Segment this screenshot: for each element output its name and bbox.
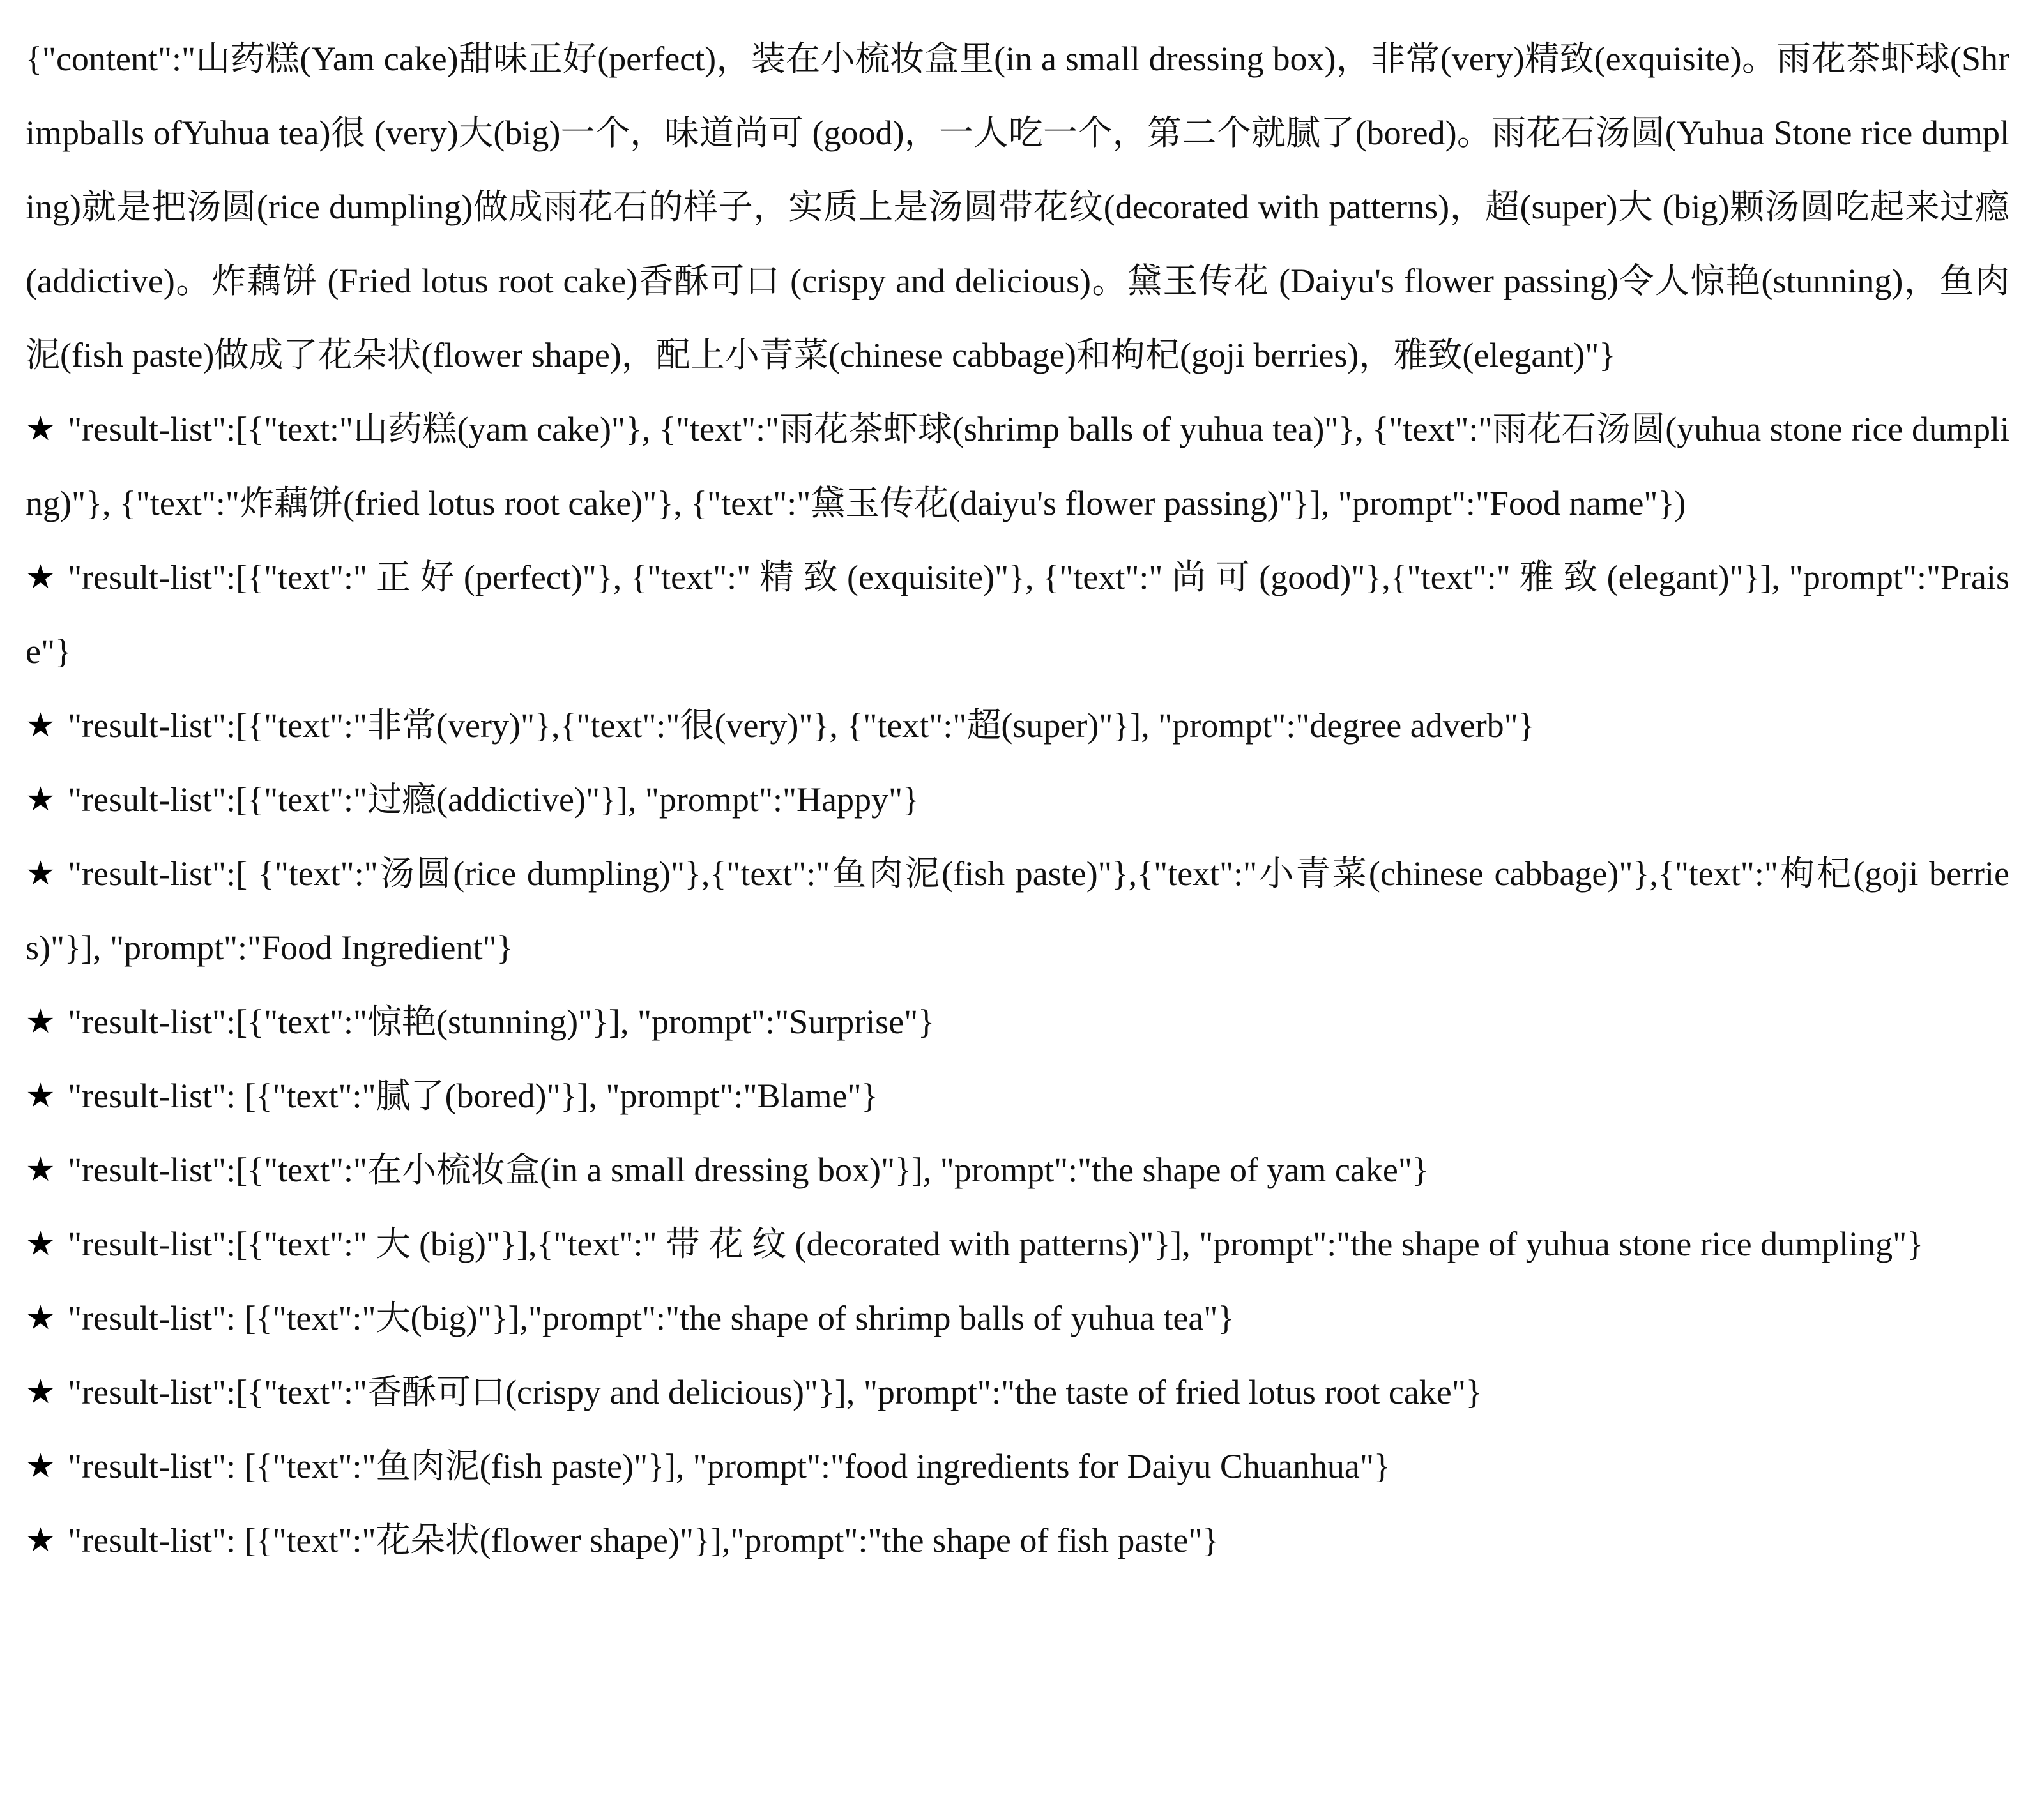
star-icon: ★ <box>26 1003 56 1041</box>
result-list-entry <box>26 837 2009 985</box>
result-list-text: "result-list":[{"text":" 大 (big)"}],{"text":" 带 花 纹 (decorated with patterns)"}], "prompt":"the shape of yuhua stone rice dumpling"} <box>68 1225 1924 1263</box>
result-list-entry <box>26 688 2009 762</box>
result-list-entry <box>26 1503 2009 1577</box>
result-list-entry <box>26 1059 2009 1133</box>
star-icon: ★ <box>26 1521 56 1559</box>
result-list-entry <box>26 540 2009 688</box>
result-list-text: "result-list":[ {"text":"汤圆(rice dumpling)"},{"text":"鱼肉泥(fish paste)"},{"text":"小青菜(chinese cabbage)"},{"text":"枸杞(goji berries)"}], "prompt":"Food Ingredient"} <box>26 854 2009 967</box>
result-list-text: "result-list":[{"text":"在小梳妆盒(in a small dressing box)"}], "prompt":"the shape of yam cake"} <box>68 1151 1429 1189</box>
result-list-text: "result-list":[{"text":"过瘾(addictive)"}], "prompt":"Happy"} <box>68 780 919 819</box>
result-list-text: "result-list": [{"text":"花朵状(flower shape)"}],"prompt":"the shape of fish paste"} <box>68 1521 1219 1559</box>
result-list-entry <box>26 1355 2009 1429</box>
result-list-entry <box>26 1207 2009 1281</box>
star-icon: ★ <box>26 410 56 448</box>
result-list-entry <box>26 985 2009 1059</box>
result-list-entry <box>26 1281 2009 1355</box>
star-icon: ★ <box>26 1299 56 1337</box>
star-icon: ★ <box>26 558 56 596</box>
result-list-text: "result-list": [{"text":"大(big)"}],"prompt":"the shape of shrimp balls of yuhua tea"} <box>68 1299 1235 1337</box>
star-icon: ★ <box>26 780 56 819</box>
result-list-text: "result-list":[{"text:"山药糕(yam cake)"}, {"text":"雨花茶虾球(shrimp balls of yuhua tea)"}, {"text":"雨花石汤圆(yuhua stone rice dumpling)"}, {"text":"炸藕饼(fried lotus root cake)"}, {"text":"黛玉传花(daiyu's flower passing)"}], "prompt":"Food name"}) <box>26 410 2009 522</box>
document-body <box>26 22 2009 1577</box>
result-list-text: "result-list":[{"text":" 正 好 (perfect)"}, {"text":" 精 致 (exquisite)"}, {"text":" 尚 可 (good)"},{"text":" 雅 致 (elegant)"}], "prompt":"Praise"} <box>26 558 2009 671</box>
star-icon: ★ <box>26 1225 56 1263</box>
result-list-entry <box>26 762 2009 837</box>
result-list-text: "result-list": [{"text":"鱼肉泥(fish paste)"}], "prompt":"food ingredients for Daiyu Chuanhua"} <box>68 1447 1391 1485</box>
star-icon: ★ <box>26 1151 56 1189</box>
result-list-entry <box>26 1429 2009 1503</box>
star-icon: ★ <box>26 1077 56 1115</box>
star-icon: ★ <box>26 1373 56 1411</box>
result-list-text: "result-list":[{"text":"非常(very)"},{"text":"很(very)"}, {"text":"超(super)"}], "prompt":"degree adverb"} <box>68 706 1535 745</box>
result-list-text: "result-list": [{"text":"腻了(bored)"}], "prompt":"Blame"} <box>68 1077 878 1115</box>
star-icon: ★ <box>26 706 56 745</box>
result-list-entry <box>26 1133 2009 1207</box>
content-paragraph: {"content":"山药糕(Yam cake)甜味正好(perfect)，装在小梳妆盒里(in a small dressing box)，非常(very)精致(exquisite)。雨花茶虾球(Shrimpballs ofYuhua tea)很 (very)大(big)一个，味道尚可 (good)，一人吃一个，第二个就腻了(bored)。雨花石汤圆(Yuhua Stone rice dumpling)就是把汤圆(rice dumpling)做成雨花石的样子，实质上是汤圆带花纹(decorated with patterns)，超(super)大 (big)颗汤圆吃起来过瘾(addictive)。炸藕饼 (Fried lotus root cake)香酥可口 (crispy and delicious)。黛玉传花 (Daiyu's flower passing)令人惊艳(stunning)，鱼肉泥(fish paste)做成了花朵状(flower shape)，配上小青菜(chinese cabbage)和枸杞(goji berries)，雅致(elegant)"} <box>26 40 2009 374</box>
star-icon: ★ <box>26 1447 56 1485</box>
result-list-text: "result-list":[{"text":"香酥可口(crispy and delicious)"}], "prompt":"the taste of fried lotus root cake"} <box>68 1373 1482 1411</box>
result-list-text: "result-list":[{"text":"惊艳(stunning)"}], "prompt":"Surprise"} <box>68 1003 935 1041</box>
star-icon: ★ <box>26 854 56 893</box>
result-list-entry <box>26 392 2009 540</box>
